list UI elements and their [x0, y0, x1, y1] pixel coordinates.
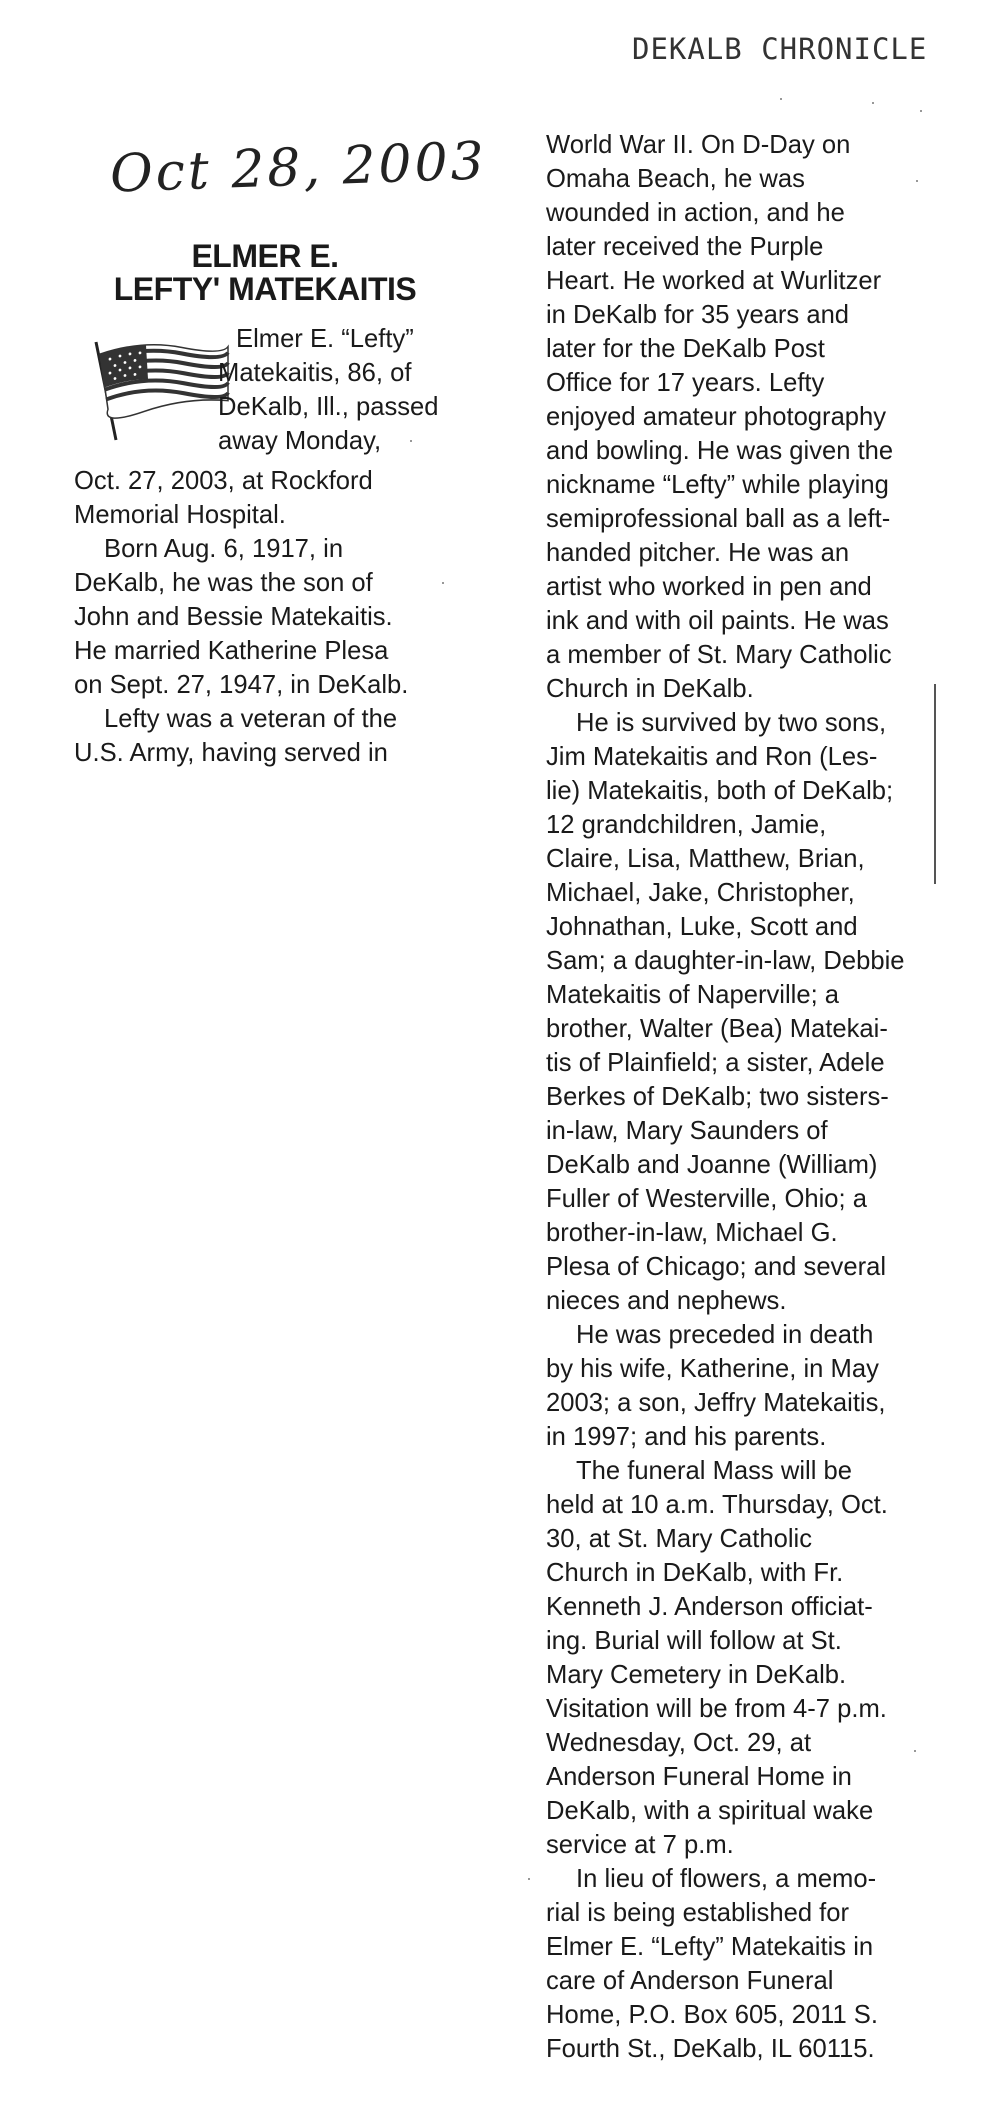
text-line: handed pitcher. He was an: [546, 539, 850, 567]
text-line: Kenneth J. Anderson officiat-: [546, 1593, 873, 1621]
text-line: enjoyed amateur photography: [546, 403, 887, 431]
text-line: Born Aug. 6, 1917, in: [104, 535, 344, 563]
text-line: Michael, Jake, Christopher,: [546, 879, 855, 907]
scan-speck: [916, 180, 918, 182]
text-line: wounded in action, and he: [546, 199, 845, 227]
headline-line-2: LEFTY' MATEKAITIS: [113, 271, 417, 307]
text-line: 30, at St. Mary Catholic: [546, 1525, 812, 1553]
text-line: Matekaitis of Naperville; a: [546, 981, 840, 1009]
text-line: In lieu of flowers, a memo-: [576, 1865, 877, 1893]
text-line: ing. Burial will follow at St.: [546, 1627, 842, 1655]
scan-speck: [914, 1750, 916, 1752]
text-line: brother-in-law, Michael G.: [546, 1219, 838, 1247]
text-line: He was preceded in death: [576, 1321, 874, 1349]
column-edge-mark: [934, 684, 936, 884]
text-line: nickname “Lefty” while playing: [546, 471, 889, 499]
intro-line: Elmer E. “Lefty”: [236, 325, 414, 353]
text-line: He married Katherine Plesa: [74, 637, 389, 665]
obituary-column-2: [546, 128, 956, 2066]
text-line: nieces and nephews.: [546, 1287, 787, 1315]
text-line: artist who worked in pen and: [546, 573, 872, 601]
intro-line: DeKalb, Ill., passed: [218, 393, 439, 421]
text-line: Memorial Hospital.: [74, 501, 286, 529]
text-line: Mary Cemetery in DeKalb.: [546, 1661, 847, 1689]
text-line: Lefty was a veteran of the: [104, 705, 398, 733]
text-line: Wednesday, Oct. 29, at: [546, 1729, 812, 1757]
text-line: 12 grandchildren, Jamie,: [546, 811, 827, 839]
scan-speck: [780, 98, 782, 100]
text-line: tis of Plainfield; a sister, Adele: [546, 1049, 885, 1077]
text-line: Fourth St., DeKalb, IL 60115.: [546, 2035, 875, 2063]
intro-line: Matekaitis, 86, of: [218, 359, 412, 387]
text-line: Johnathan, Luke, Scott and: [546, 913, 858, 941]
text-line: later for the DeKalb Post: [546, 335, 825, 363]
text-line: World War II. On D-Day on: [546, 131, 851, 159]
text-line: Jim Matekaitis and Ron (Les-: [546, 743, 878, 771]
text-line: DeKalb, he was the son of: [74, 569, 373, 597]
text-line: by his wife, Katherine, in May: [546, 1355, 879, 1383]
text-line: rial is being established for: [546, 1899, 850, 1927]
text-line: a member of St. Mary Catholic: [546, 641, 892, 669]
scan-speck: [528, 1878, 530, 1880]
text-line: held at 10 a.m. Thursday, Oct.: [546, 1491, 888, 1519]
text-line: lie) Matekaitis, both of DeKalb;: [546, 777, 894, 805]
text-line: Visitation will be from 4-7 p.m.: [546, 1695, 887, 1723]
text-line: and bowling. He was given the: [546, 437, 894, 465]
text-line: Plesa of Chicago; and several: [546, 1253, 887, 1281]
intro-line: away Monday,: [218, 427, 382, 455]
scan-speck: [410, 440, 412, 442]
text-line: U.S. Army, having served in: [74, 739, 388, 767]
obituary-headline: [80, 240, 450, 306]
text-line: service at 7 p.m.: [546, 1831, 734, 1859]
scan-speck: [920, 110, 922, 112]
scan-speck: [442, 582, 444, 584]
text-line: ink and with oil paints. He was: [546, 607, 889, 635]
text-line: DeKalb, with a spiritual wake: [546, 1797, 874, 1825]
text-line: on Sept. 27, 1947, in DeKalb.: [74, 671, 409, 699]
handwritten-date: Oct 28, 2003: [109, 131, 488, 205]
text-line: Anderson Funeral Home in: [546, 1763, 852, 1791]
text-line: The funeral Mass will be: [576, 1457, 852, 1485]
text-line: Home, P.O. Box 605, 2011 S.: [546, 2001, 878, 2029]
text-line: later received the Purple: [546, 233, 824, 261]
american-flag-icon: [82, 332, 232, 442]
text-line: brother, Walter (Bea) Matekai-: [546, 1015, 888, 1043]
text-line: in DeKalb for 35 years and: [546, 301, 850, 329]
scan-speck: [872, 102, 874, 104]
text-line: semiprofessional ball as a left-: [546, 505, 891, 533]
text-line: John and Bessie Matekaitis.: [74, 603, 393, 631]
newspaper-masthead: DEKALB CHRONICLE: [632, 32, 928, 66]
text-line: DeKalb and Joanne (William): [546, 1151, 878, 1179]
text-line: Claire, Lisa, Matthew, Brian,: [546, 845, 865, 873]
text-line: in 1997; and his parents.: [546, 1423, 827, 1451]
text-line: Sam; a daughter-in-law, Debbie: [546, 947, 905, 975]
headline-line-1: ELMER E.: [191, 238, 339, 274]
text-line: 2003; a son, Jeffry Matekaitis,: [546, 1389, 886, 1417]
text-line: Church in DeKalb.: [546, 675, 754, 703]
text-line: in-law, Mary Saunders of: [546, 1117, 828, 1145]
text-line: Church in DeKalb, with Fr.: [546, 1559, 844, 1587]
text-line: care of Anderson Funeral: [546, 1967, 834, 1995]
text-line: He is survived by two sons,: [576, 709, 887, 737]
text-line: Oct. 27, 2003, at Rockford: [74, 467, 373, 495]
text-line: Elmer E. “Lefty” Matekaitis in: [546, 1933, 874, 1961]
obituary-column-1: [74, 464, 474, 770]
text-line: Fuller of Westerville, Ohio; a: [546, 1185, 867, 1213]
text-line: Omaha Beach, he was: [546, 165, 805, 193]
text-line: Berkes of DeKalb; two sisters-: [546, 1083, 889, 1111]
text-line: Heart. He worked at Wurlitzer: [546, 267, 882, 295]
text-line: Office for 17 years. Lefty: [546, 369, 825, 397]
